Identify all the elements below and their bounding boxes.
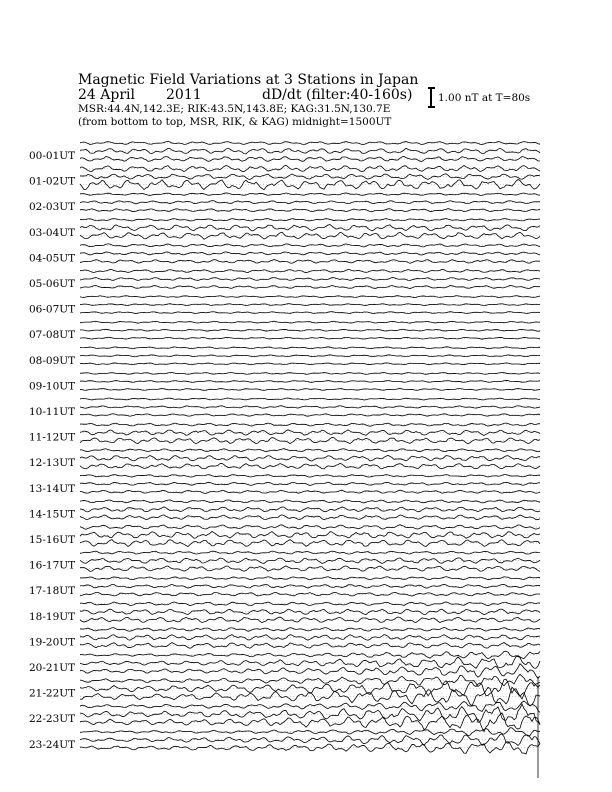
row-label-16-17UT: 16-17UT xyxy=(29,559,76,572)
row-label-02-03UT: 02-03UT xyxy=(29,201,76,214)
row-label-07-08UT: 07-08UT xyxy=(29,329,76,342)
chart-title: Magnetic Field Variations at 3 Stations in Japan xyxy=(78,72,419,88)
row-label-06-07UT: 06-07UT xyxy=(29,303,76,316)
row-label-17-18UT: 17-18UT xyxy=(29,585,76,598)
trace-MSR-11-12UT xyxy=(80,437,540,444)
trace-KAG-09-10UT xyxy=(80,373,540,375)
trace-RIK-20-21UT xyxy=(80,657,540,669)
trace-KAG-05-06UT xyxy=(80,269,540,272)
row-label-14-15UT: 14-15UT xyxy=(29,508,76,521)
row-label-15-16UT: 15-16UT xyxy=(29,534,76,546)
quantity-label: dD/dt (filter:40-160s) xyxy=(262,87,413,103)
row-label-05-06UT: 05-06UT xyxy=(29,278,76,290)
trace-KAG-07-08UT xyxy=(80,321,540,323)
trace-RIK-11-12UT xyxy=(80,430,540,436)
trace-RIK-05-06UT xyxy=(80,278,540,281)
row-label-08-09UT: 08-09UT xyxy=(29,354,76,367)
row-label-23-24UT: 23-24UT xyxy=(29,738,76,751)
trace-RIK-18-19UT xyxy=(80,609,540,615)
trace-MSR-15-16UT xyxy=(80,540,540,547)
trace-MSR-06-07UT xyxy=(80,312,540,314)
row-label-11-12UT: 11-12UT xyxy=(29,431,76,444)
trace-MSR-09-10UT xyxy=(80,388,540,390)
station-order-note: (from bottom to top, MSR, RIK, & KAG) midnight=1500UT xyxy=(78,116,392,128)
trace-RIK-06-07UT xyxy=(80,304,540,306)
trace-MSR-18-19UT xyxy=(80,617,540,623)
date-day: 24 April xyxy=(78,87,135,103)
row-label-00-01UT: 00-01UT xyxy=(29,150,76,162)
trace-MSR-22-23UT xyxy=(80,713,540,732)
trace-RIK-10-11UT xyxy=(80,406,540,408)
row-label-03-04UT: 03-04UT xyxy=(29,226,76,239)
row-label-18-19UT: 18-19UT xyxy=(29,610,76,623)
row-label-12-13UT: 12-13UT xyxy=(29,457,76,470)
trace-MSR-05-06UT xyxy=(80,285,540,288)
row-label-22-23UT: 22-23UT xyxy=(29,713,76,726)
row-label-01-02UT: 01-02UT xyxy=(29,175,76,188)
scale-label: 1.00 nT at T=80s xyxy=(438,92,531,104)
row-label-21-22UT: 21-22UT xyxy=(29,687,76,700)
row-label-20-21UT: 20-21UT xyxy=(29,662,76,674)
date-year-text: 2011 xyxy=(166,87,202,103)
trace-RIK-16-17UT xyxy=(80,558,540,564)
trace-MSR-17-18UT xyxy=(80,592,540,596)
row-label-19-20UT: 19-20UT xyxy=(29,636,76,649)
trace-RIK-23-24UT xyxy=(80,734,540,745)
row-label-10-11UT: 10-11UT xyxy=(29,406,76,418)
trace-KAG-16-17UT xyxy=(80,551,540,554)
row-label-13-14UT: 13-14UT xyxy=(29,482,76,495)
trace-MSR-04-05UT xyxy=(80,260,540,264)
row-label-04-05UT: 04-05UT xyxy=(29,252,76,265)
station-coordinates: MSR:44.4N,142.3E; RIK:43.5N,143.8E; KAG:31.5N,130.7E xyxy=(78,103,391,115)
trace-KAG-06-07UT xyxy=(80,296,540,298)
trace-KAG-21-22UT xyxy=(80,674,540,687)
trace-KAG-23-24UT xyxy=(80,728,540,736)
row-label-09-10UT: 09-10UT xyxy=(29,380,76,393)
